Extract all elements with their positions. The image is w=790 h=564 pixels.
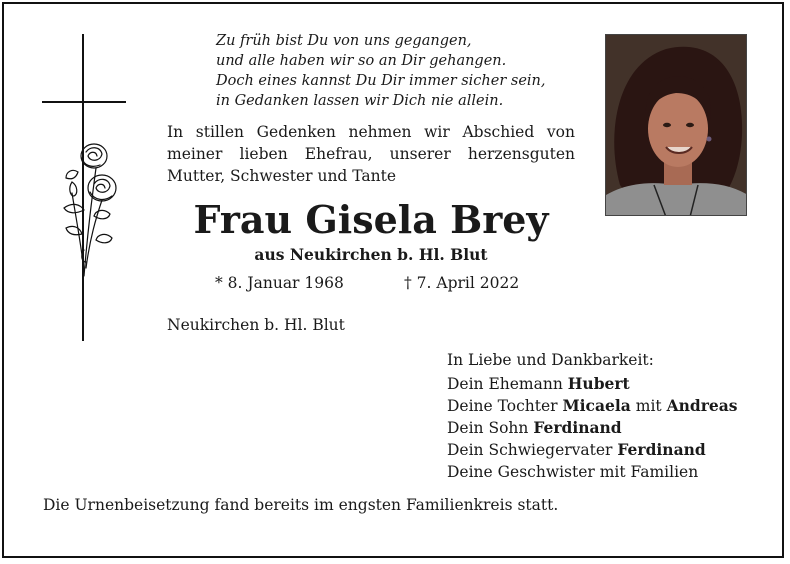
death-date: † 7. April 2022 [404, 274, 520, 292]
poem-line: Doch eines kannst Du Dir immer sicher sein, [216, 73, 546, 89]
footer-note: Die Urnenbeisetzung fand bereits im engsten Familienkreis statt. [43, 496, 559, 514]
poem [216, 31, 546, 111]
birth-date: * 8. Januar 1968 [215, 274, 344, 292]
intro-text: In stillen Gedenken nehmen wir Abschied von meiner lieben Ehefrau, unserer herzensguten Mutter, Schwester und Tante [167, 123, 575, 185]
deceased-name: Frau Gisela Brey [193, 197, 549, 242]
cross-bar [42, 101, 126, 103]
mourner-line: Dein Sohn Ferdinand [447, 418, 622, 437]
poem-line: in Gedanken lassen wir Dich nie allein. [216, 93, 504, 109]
portrait-photo [605, 34, 747, 216]
mourner-line: Deine Tochter Micaela mit Andreas [447, 396, 738, 415]
rose-icon [54, 138, 122, 278]
place-line: Neukirchen b. Hl. Blut [167, 316, 345, 334]
poem-line: Zu früh bist Du von uns gegangen, [216, 33, 472, 49]
deceased-origin: aus Neukirchen b. Hl. Blut [254, 245, 488, 264]
mourners-heading: In Liebe und Dankbarkeit: [447, 351, 654, 369]
poem-line: und alle haben wir so an Dir gehangen. [216, 53, 507, 69]
mourner-line: Dein Ehemann Hubert [447, 374, 630, 393]
mourner-line: Dein Schwiegervater Ferdinand [447, 440, 706, 459]
mourners-list [447, 373, 738, 483]
mourner-line: Deine Geschwister mit Familien [447, 463, 699, 481]
